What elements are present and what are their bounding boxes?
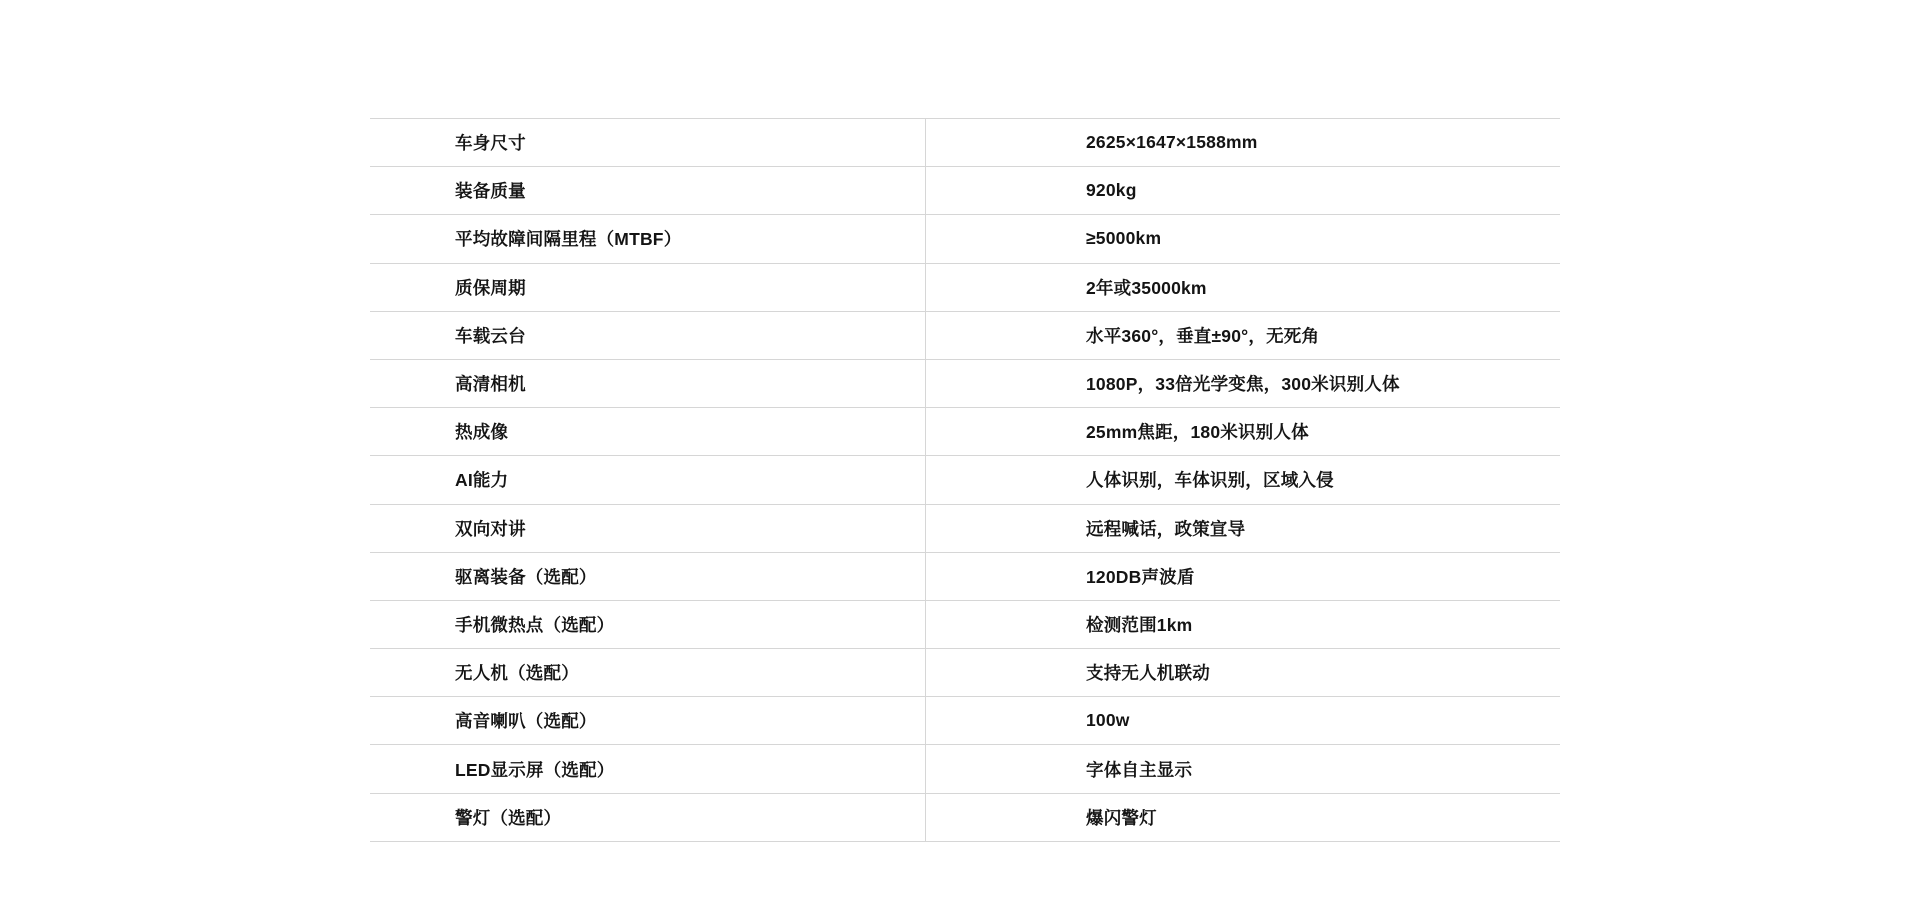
table-row bbox=[370, 167, 1560, 215]
table-row bbox=[370, 215, 1560, 263]
spec-value: 920kg bbox=[926, 167, 1561, 215]
table-row bbox=[370, 504, 1560, 552]
spec-label: 热成像 bbox=[370, 408, 926, 456]
table-row bbox=[370, 311, 1560, 359]
spec-value: 字体自主显示 bbox=[926, 745, 1561, 793]
spec-value: 水平360°，垂直±90°，无死角 bbox=[926, 311, 1561, 359]
table-row bbox=[370, 697, 1560, 745]
table-body bbox=[370, 119, 1560, 842]
spec-label: 车载云台 bbox=[370, 311, 926, 359]
spec-value: 2625×1647×1588mm bbox=[926, 119, 1561, 167]
spec-value: 120DB声波盾 bbox=[926, 552, 1561, 600]
table-row bbox=[370, 600, 1560, 648]
spec-label: 高音喇叭（选配） bbox=[370, 697, 926, 745]
spec-label: 手机微热点（选配） bbox=[370, 600, 926, 648]
spec-value: 100w bbox=[926, 697, 1561, 745]
spec-label: 装备质量 bbox=[370, 167, 926, 215]
table-row bbox=[370, 456, 1560, 504]
table-row bbox=[370, 359, 1560, 407]
spec-label: 警灯（选配） bbox=[370, 793, 926, 841]
spec-label: LED显示屏（选配） bbox=[370, 745, 926, 793]
spec-value: 2年或35000km bbox=[926, 263, 1561, 311]
table-row bbox=[370, 119, 1560, 167]
spec-value: 检测范围1km bbox=[926, 600, 1561, 648]
spec-label: 驱离装备（选配） bbox=[370, 552, 926, 600]
table-row bbox=[370, 745, 1560, 793]
table-row bbox=[370, 552, 1560, 600]
spec-value: 人体识别，车体识别，区域入侵 bbox=[926, 456, 1561, 504]
specification-table bbox=[370, 118, 1560, 842]
spec-label: 无人机（选配） bbox=[370, 649, 926, 697]
spec-label: AI能力 bbox=[370, 456, 926, 504]
spec-value: 远程喊话，政策宣导 bbox=[926, 504, 1561, 552]
table-row bbox=[370, 649, 1560, 697]
spec-value: 支持无人机联动 bbox=[926, 649, 1561, 697]
spec-label: 车身尺寸 bbox=[370, 119, 926, 167]
spec-value: 爆闪警灯 bbox=[926, 793, 1561, 841]
spec-label: 高清相机 bbox=[370, 359, 926, 407]
spec-label: 双向对讲 bbox=[370, 504, 926, 552]
table-row bbox=[370, 793, 1560, 841]
table-row bbox=[370, 408, 1560, 456]
spec-label: 质保周期 bbox=[370, 263, 926, 311]
spec-value: 1080P，33倍光学变焦，300米识别人体 bbox=[926, 359, 1561, 407]
spec-value: 25mm焦距，180米识别人体 bbox=[926, 408, 1561, 456]
spec-value: ≥5000km bbox=[926, 215, 1561, 263]
table-row bbox=[370, 263, 1560, 311]
spec-label: 平均故障间隔里程（MTBF） bbox=[370, 215, 926, 263]
